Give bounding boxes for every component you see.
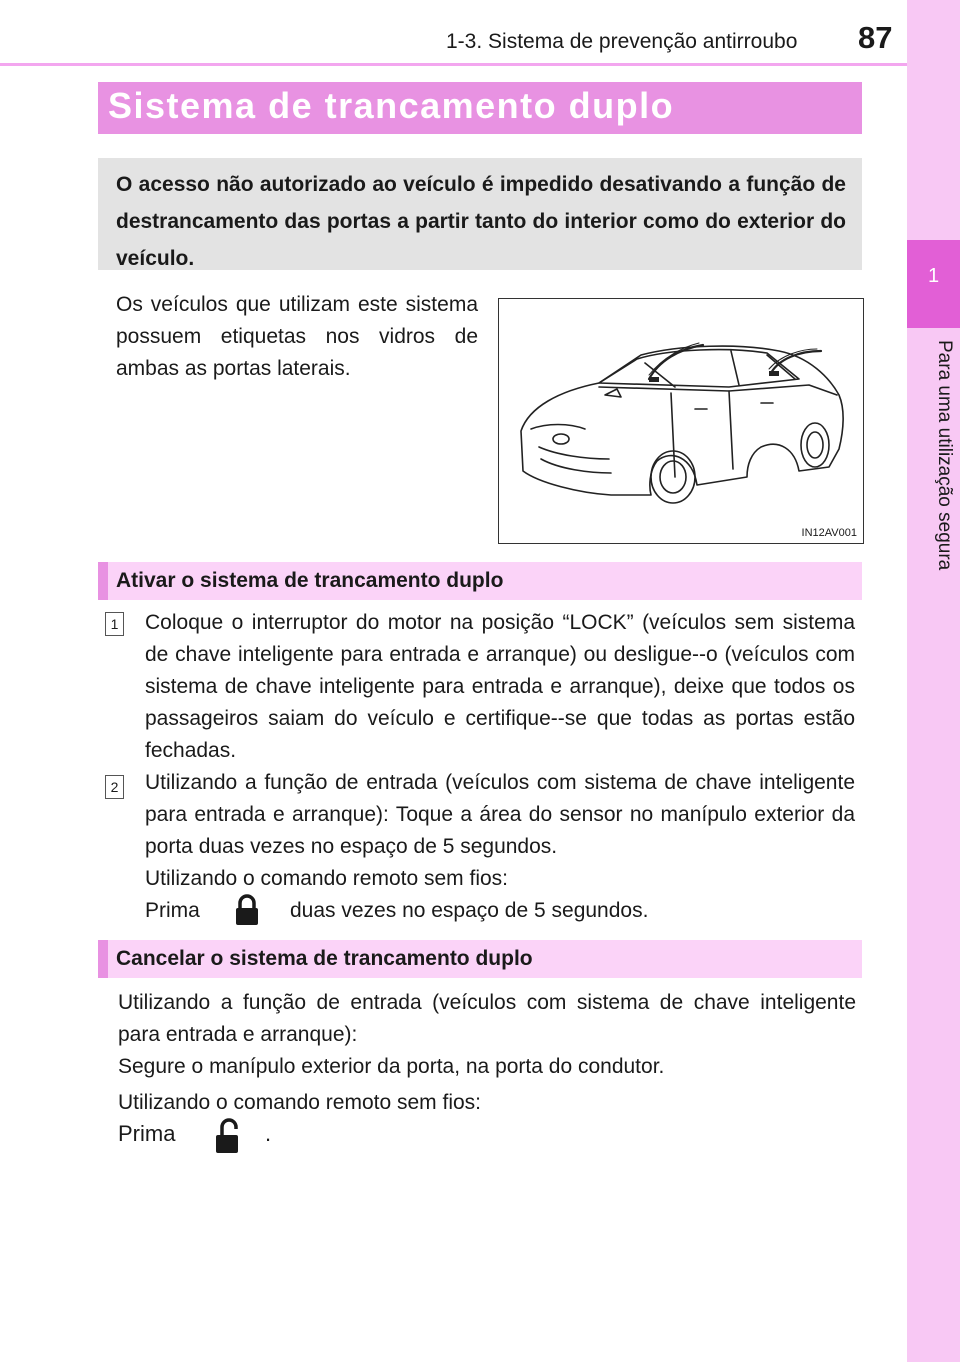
page-title: Sistema de trancamento duplo: [108, 85, 675, 126]
step-number-1: 1: [105, 612, 124, 636]
header-divider: [0, 63, 907, 66]
activate-heading: Ativar o sistema de trancamento duplo: [116, 569, 504, 592]
car-figure: [498, 298, 864, 544]
cancel-remote-line: Utilizando o comando remoto sem fios:: [118, 1091, 481, 1114]
cancel-heading: Cancelar o sistema de trancamento duplo: [116, 947, 533, 970]
figure-label: IN12AV001: [801, 527, 857, 539]
step-number-2: 2: [105, 775, 124, 799]
cancel-press-word: Prima: [118, 1121, 176, 1146]
labels-paragraph: Os veículos que utilizam este sistema possuem etiquetas nos vidros de ambas as portas laterais.: [116, 293, 478, 380]
unlock-icon: [214, 1117, 244, 1155]
cancel-text-2: Segure o manípulo exterior da porta, na porta do condutor.: [118, 1055, 665, 1078]
step-2-text: Utilizando a função de entrada (veículos com sistema de chave inteligente para entrada e arranque): Toque a área do sensor no manípulo exterior da porta duas vezes no espaço de 5 segundos.: [145, 771, 855, 858]
chapter-tab-strip: [907, 0, 960, 1362]
lock-icon: [234, 893, 260, 927]
chapter-number: 1: [927, 265, 940, 287]
chapter-label: Para uma utilização segura: [934, 340, 955, 571]
running-header: 1-3. Sistema de prevenção antirroubo: [446, 30, 798, 53]
step-1-text: Coloque o interruptor do motor na posição “LOCK” (veículos sem sistema de chave inteligente para entrada e arranque) ou desligue--o (veículos com sistema de chave inteligente para entrada e arranque), deixe que todos os passageiros saiam do veículo e certifique--se que todas as portas estão fechadas.: [145, 611, 855, 762]
car-illustration-icon: [499, 299, 863, 543]
intro-text: O acesso não autorizado ao veículo é impedido desativando a função de destrancamento das portas a partir tanto do interior como do exterior do veículo.: [116, 173, 846, 270]
page-number: 87: [858, 20, 893, 55]
step-2-press-word: Prima: [145, 899, 200, 922]
cancel-text-1: Utilizando a função de entrada (veículos com sistema de chave inteligente para entrada e arranque):: [118, 991, 856, 1046]
step-2-remote-line: Utilizando o comando remoto sem fios:: [145, 867, 508, 890]
step-2-press-after: duas vezes no espaço de 5 segundos.: [290, 899, 649, 922]
cancel-press-after: .: [265, 1121, 272, 1146]
